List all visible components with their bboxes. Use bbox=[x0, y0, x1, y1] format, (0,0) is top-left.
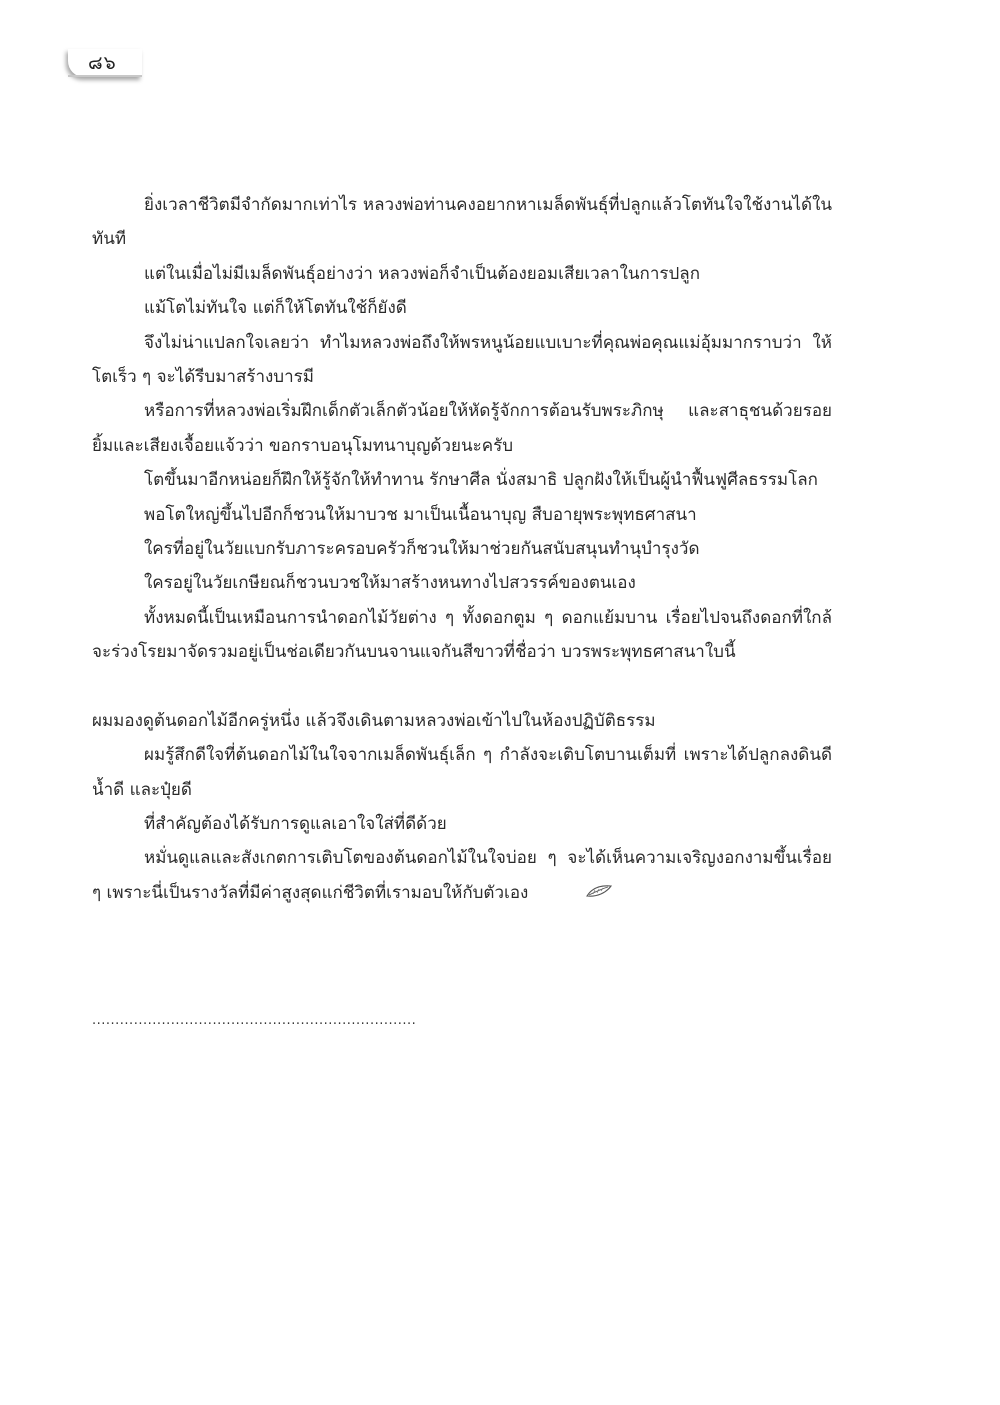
paragraph-last-text: หมั่นดูแลและสังเกตการเติบโตของต้นดอกไม้ในใจบ่อย ๆ จะได้เห็นความเจริญงอกงามขึ้นเรื่อย ๆ เพราะนี่เป็นรางวัลที่มีค่าสูงสุดแก่ชีวิตที่เรามอบให้กับตัวเอง bbox=[92, 848, 832, 903]
paragraph: แต่ในเมื่อไม่มีเมล็ดพันธุ์อย่างว่า หลวงพ่อก็จำเป็นต้องยอมเสียเวลาในการปลูก bbox=[144, 263, 700, 284]
paragraph: แม้โตไม่ทันใจ แต่ก็ให้โตทันใช้ก็ยังดี bbox=[144, 298, 407, 319]
paragraph: ผมรู้สึกดีใจที่ต้นดอกไม้ในใจจากเมล็ดพันธุ์เล็ก ๆ กำลังจะเติบโตบานเต็มที่ เพราะได้ปลูกลงดินดี น้ำดี และปุ๋ยดี bbox=[92, 745, 832, 800]
paragraph: หรือการที่หลวงพ่อเริ่มฝึกเด็กตัวเล็กตัวน้อยให้หัดรู้จักการต้อนรับพระภิกษุ และสาธุชนด้วยรอยยิ้มและเสียงเจื้อยแจ้วว่า ขอกราบอนุโมทนาบุญด้วยนะครับ bbox=[92, 401, 832, 456]
paragraph: ยิ่งเวลาชีวิตมีจำกัดมากเท่าไร หลวงพ่อท่านคงอยากหาเมล็ดพันธุ์ที่ปลูกแล้วโตทันใจใช้งานได้ในทันที bbox=[92, 195, 832, 250]
leaf-icon bbox=[534, 876, 612, 910]
page-number: ๘๖ bbox=[88, 52, 117, 74]
paragraph: ผมมองดูต้นดอกไม้อีกครู่หนึ่ง แล้วจึงเดินตามหลวงพ่อเข้าไปในห้องปฏิบัติธรรม bbox=[92, 710, 656, 731]
paragraph: ใครที่อยู่ในวัยแบกรับภาระครอบครัวก็ชวนให้มาช่วยกันสนับสนุนทำนุบำรุงวัด bbox=[144, 539, 700, 560]
paragraph: จึงไม่น่าแปลกใจเลยว่า ทำไมหลวงพ่อถึงให้พรหนูน้อยแบเบาะที่คุณพ่อคุณแม่อุ้มมากราบว่า ให้โตเร็ว ๆ จะได้รีบมาสร้างบารมี bbox=[92, 332, 832, 388]
footer-dotted-line: ...................................................................... bbox=[92, 1013, 417, 1028]
paragraph: พอโตใหญ่ขึ้นไปอีกก็ชวนให้มาบวช มาเป็นเนื้อนาบุญ สืบอายุพระพุทธศาสนา bbox=[144, 504, 697, 525]
body-text bbox=[92, 188, 832, 910]
section-gap bbox=[92, 670, 832, 704]
paragraph: ใครอยู่ในวัยเกษียณก็ชวนบวชให้มาสร้างหนทางไปสวรรค์ของตนเอง bbox=[144, 573, 636, 594]
paragraph: โตขึ้นมาอีกหน่อยก็ฝึกให้รู้จักให้ทำทาน รักษาศีล นั่งสมาธิ ปลูกฝังให้เป็นผู้นำฟื้นฟูศีลธรรมโลก bbox=[144, 470, 818, 491]
paragraph: ทั้งหมดนี้เป็นเหมือนการนำดอกไม้วัยต่าง ๆ ทั้งดอกตูม ๆ ดอกแย้มบาน เรื่อยไปจนถึงดอกที่ใกล้จะร่วงโรยมาจัดรวมอยู่เป็นช่อเดียวกันบนจานแจกันสีขาวที่ชื่อว่า บวรพระพุทธศาสนาใบนี้ bbox=[92, 607, 832, 663]
paragraph: ที่สำคัญต้องได้รับการดูแลเอาใจใส่ที่ดีด้วย bbox=[144, 813, 447, 834]
paragraph-last bbox=[92, 841, 832, 910]
